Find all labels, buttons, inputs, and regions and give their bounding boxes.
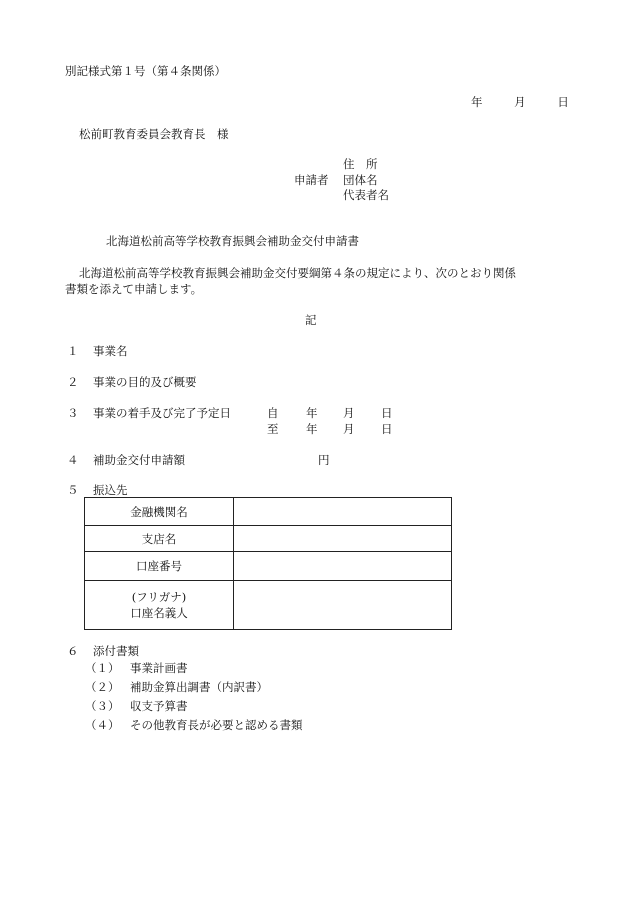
date-line <box>471 97 569 109</box>
document-title: 北海道松前高等学校教育振興会補助金交付申請書 <box>106 234 359 248</box>
item2-label: 事業の目的及び概要 <box>93 375 197 389</box>
applicant-address-label: 住 所 <box>343 157 378 171</box>
attachment-number: （２） <box>85 680 120 694</box>
account-name-label-cell <box>85 581 234 629</box>
item5-number: ５ <box>67 483 79 497</box>
attachment-text: 補助金算出調書（内訳書） <box>130 680 268 694</box>
attachment-number: （４） <box>85 718 120 732</box>
item3-label: 事業の着手及び完了予定日 <box>93 406 231 420</box>
body-text-line1: 北海道松前高等学校教育振興会補助金交付要綱第４条の規定により、次のとおり関係 <box>79 266 516 280</box>
item3-to-year: 年 <box>306 422 318 436</box>
account-number-value-cell <box>234 552 451 580</box>
table-row-bank <box>85 498 451 525</box>
item2-number: ２ <box>67 375 79 389</box>
bank-name-label: 金融機関名 <box>130 504 188 519</box>
item4-number: ４ <box>67 453 79 467</box>
item3-number: ３ <box>67 406 79 420</box>
branch-value-cell <box>234 526 451 551</box>
bank-transfer-table <box>84 497 452 630</box>
item1-label: 事業名 <box>93 344 128 358</box>
account-name-label: 口座名義人 <box>130 606 188 620</box>
bank-name-label-cell <box>85 498 234 525</box>
item5-label: 振込先 <box>93 483 128 497</box>
item6-number: ６ <box>67 644 79 658</box>
item6-label: 添付書類 <box>93 644 139 658</box>
item1-number: １ <box>67 344 79 358</box>
furigana-label: (フリガナ) <box>131 590 187 604</box>
item4-label: 補助金交付申請額 <box>93 453 185 467</box>
applicant-representative-label: 代表者名 <box>343 188 389 202</box>
item4-unit: 円 <box>318 453 330 467</box>
item3-to-day: 日 <box>381 422 393 436</box>
date-month: 月 <box>514 95 526 109</box>
date-day: 日 <box>557 95 569 109</box>
attachment-text: 収支予算書 <box>130 699 188 713</box>
ki-heading: 記 <box>305 313 317 327</box>
attachment-text: 事業計画書 <box>130 661 188 675</box>
branch-label-cell <box>85 526 234 551</box>
account-number-label: 口座番号 <box>136 559 182 573</box>
date-year: 年 <box>471 95 483 109</box>
table-row-branch <box>85 526 451 551</box>
bank-name-value-cell <box>234 498 451 525</box>
applicant-group-label: 団体名 <box>343 173 378 187</box>
item3-from: 自 <box>267 406 279 420</box>
account-number-label-cell <box>85 552 234 580</box>
body-text-line2: 書類を添えて申請します。 <box>65 282 203 296</box>
attachment-number: （１） <box>85 661 120 675</box>
attachment-number: （３） <box>85 699 120 713</box>
table-row-account-name <box>85 581 451 629</box>
table-row-account-number <box>85 552 451 580</box>
item3-from-day: 日 <box>381 406 393 420</box>
item3-to-month: 月 <box>343 422 355 436</box>
applicant-label: 申請者 <box>294 173 329 187</box>
branch-label: 支店名 <box>141 531 177 546</box>
item3-from-year: 年 <box>306 406 318 420</box>
addressee: 松前町教育委員会教育長 様 <box>79 127 229 141</box>
account-name-value-cell <box>234 581 451 629</box>
item3-to: 至 <box>267 422 279 436</box>
attachment-text: その他教育長が必要と認める書類 <box>130 718 303 732</box>
form-label: 別記様式第１号（第４条関係） <box>65 64 226 78</box>
item3-from-month: 月 <box>343 406 355 420</box>
